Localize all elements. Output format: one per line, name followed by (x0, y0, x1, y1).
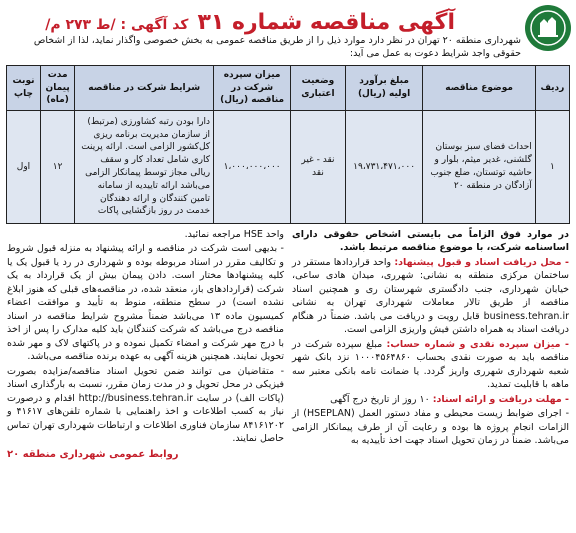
header-print-turn: نوبت چاپ (7, 66, 41, 111)
cell-row-number: ۱ (535, 111, 569, 224)
body-right-column (292, 228, 569, 462)
public-relations-signature: روابط عمومی شهرداری منطقه ۲۰ (7, 448, 179, 460)
header-credit-status: وضعیت اعتباری (291, 66, 346, 111)
cell-deposit: ۱،۰۰۰،۰۰۰،۰۰۰ (214, 111, 291, 224)
header-conditions: شرایط شرکت در مناقصه (75, 66, 214, 111)
tehran-municipality-logo (525, 5, 571, 51)
header-subject: موضوع مناقصه (423, 66, 535, 111)
notice-body (7, 228, 569, 462)
deadline-paragraph (292, 393, 569, 406)
cell-duration: ۱۲ (41, 111, 75, 224)
cell-conditions: دارا بودن رتبه کشاورزی (مرتبط) از سازمان مدیریت برنامه ریزی کل‌کشور الزامی است. ارائه پرینت کاری شامل تعداد کار و سقف ریالی مجاز توسط پیمانکار الزامی می‌باشد ارائه تاییدیه از سامانه تامین کنندگان و ارائه دهندگان خدمت در روز بازگشایی پاکات (75, 111, 214, 224)
document-location-text: واحد قراردادها مستقر در ساختمان مرکزی منطقه به نشانی: شهرری، میدان هادی ساعی، خیابان شهرداری، جنب دادگستری شهرستان ری و همچنین اسناد مناقصه از طریق تالار معاملات شهرداری تهران به نشانی business.tehran.ir قابل رویت و دریافت می باشد. ضمناً در هنگام دریافت اسناد به همراه داشتن فیش واریزی الزامی است. (292, 256, 569, 336)
cell-print-turn: اول (7, 111, 41, 224)
cell-credit-status: نقد - غیر نقد (291, 111, 346, 224)
notice-code: کد آگهی : /ط ۲۷۳ م/ (45, 17, 189, 33)
table-row (7, 111, 570, 224)
header-row-number: ردیف (535, 66, 569, 111)
notice-title: آگهی مناقصه شماره ۳۱ (197, 10, 455, 35)
hse-continuation: واحد HSE مراجعه نمائید. (184, 229, 284, 240)
header-deposit: میزان سپرده شرکت در مناقصه (ریال) (214, 66, 291, 111)
table-header-row (7, 66, 570, 111)
legal-entity-note: در موارد فوق الزاماً می بایستی اشخاص حقوقی دارای اساسنامه شرکت، با موضوع مناقصه مرتبط باشد. (292, 229, 569, 254)
hse-paragraph: - اجرای ضوابط زیست محیطی و مفاد دستور العمل (HSEPLAN) از الزامات انجام پروژه ها بوده و رعایت آن از طرف پیمانکار الزامی می‌باشد. ضمناً در زمان تحویل اسناد جهت اخذ تأییدیه به (292, 408, 569, 447)
header-duration: مدت پیمان (ماه) (41, 66, 75, 111)
document-location-paragraph (292, 256, 569, 337)
deadline-text: ۱۰ روز از تاریخ درج آگهی (330, 393, 433, 405)
notice-intro: شهرداری منطقه ۲۰ تهران در نظر دارد موارد ذیل را از طریق مناقصه عمومی به بخش خصوصی واگذار نماید، لذا از اشخاص حقوقی واجد شرایط دعوت به عمل می آید: (33, 35, 521, 59)
deposit-text: مبلغ سپرده شرکت در مناقصه باید به صورت نقدی بحساب ۱۰۰۰۴۵۶۴۸۶۰ نزد بانک شهر شعبه شهرداری شهرری واریز گردد. یا ضمانت نامه بانکی معتبر سه ماهه با قابلیت تمدید. (292, 338, 569, 391)
header-estimate: مبلغ برآورد اولیه (ریال) (345, 66, 423, 111)
online-submission-paragraph: - متقاضیان می توانند ضمن تحویل اسناد مناقصه/مزایده بصورت فیزیکی در محل تحویل و در مدت زمان مقرر، نسبت به بارگذاری اسناد (پاکات الف) در سایت http://business.tehran.ir اقدام و درصورت نیاز به کسب اطلاعات و اخذ راهنمایی با شماره تلفن‌های ۴۱۶۱۷ و ۸۴۱۶۱۲۰۲ سازمان فناوری اطلاعات و ارتباطات شهرداری تهران تماس حاصل نمایند. (7, 365, 285, 445)
terms-paragraph: - بدیهی است شرکت در مناقصه و ارائه پیشنهاد به منزله قبول شروط و تکالیف مقرر در اسناد مربوطه بوده و شهرداری در رد یا قبول یک یا کلیه پیشنهادها مختار است. دادن پیمان بیش از یک قرارداد به یک شرکت (قراردادهای باز، منعقد شده، در مناقصه‌های قبلی که هنوز ابلاغ نشده است) در سطح منطقه، منوط به تأیید و موافقت اعضاء کمیسیون ماده ۱۳ می‌باشد ضمناً مشروح شرایط مناقصه در اسناد مناقصه درج می‌باشد که شرکت کنندگان باید کلیه مدارک را پس از اخذ با درج مهر شرکت و امضاء تکمیل نموده و در پاکتهای لاک و مهر شده تحویل نمایند. همچنین هزینه آگهی به عهده برنده مناقصه می‌باشد. (7, 243, 284, 363)
deadline-label: - مهلت دریافت و ارائه اسناد: (432, 393, 569, 405)
tender-notice (3, 3, 573, 527)
deposit-label: - میزان سپرده نقدی و شماره حساب: (386, 338, 569, 350)
cell-subject: احداث فضای سبز بوستان گلشنی، غدیر میثم، بلوار و حاشیه توتستان، ضلع جنوب آزادگان در منطقه ۲۰ (423, 111, 535, 224)
body-left-column (7, 228, 284, 462)
cell-estimate: ۱۹،۷۳۱،۴۷۱،۰۰۰ (345, 111, 423, 224)
notice-header (3, 3, 573, 63)
document-location-label: - محل دریافت اسناد و قبول پیشنهاد: (394, 256, 570, 268)
deposit-paragraph (292, 338, 569, 392)
tender-table (6, 65, 570, 224)
